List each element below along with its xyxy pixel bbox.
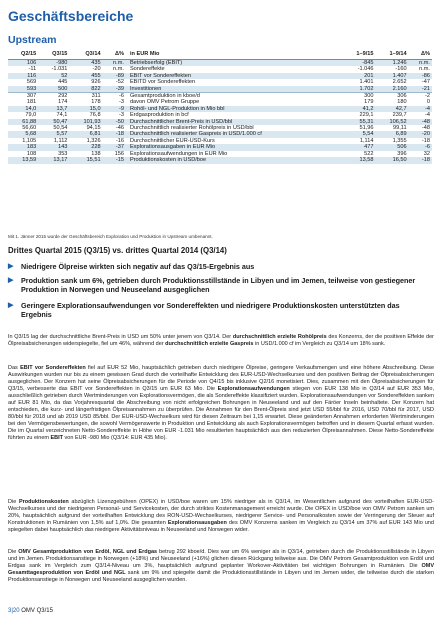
document-name: OMV Q3/15 bbox=[21, 608, 53, 614]
table-cell: 0 bbox=[426, 99, 430, 106]
text-run: stiegen von EUR 138 Mio in Q3/14 auf EUR 353 Mio, ausschließlich getrieben durch Wertminderungen von Explorationsvermögen, die als Sondereffekte klassifiziert wurden. Explorationsaufwendungen vor Sondereffekten sanken auf EUR 81 Mio, da das Vorjahresquartal die Abschreibung von nicht erfolgreichen Bohrungen in Neuseeland und auf den Färöer Inseln beinhaltete. Der Konzern hat entschieden, die kurz- und längerfristigen Ölpreisannahmen zu überprüfen. Die Annahmen für den Brent-Ölpreis sind jetzt USD 55/bbl für 2016, USD 70/bbl für 2017, USD 80/bbl für 2018 und ab 2019 USD 85/bbl. Der EUR-USD-Wechselkurs wird für diesen Zeitraum bei 1,15 erwartet. Diese geänderten Annahmen erforderten Wertminderungen bei den Vermögensbewertungen, die sowohl Vermögenswerte in Produktion und Entwicklung als auch Explorationsvermögen betroffen und in diesem Quartal erfasst wurden. Die im Quartal verzeichneten Netto-Sondereffekte in Höhe von EUR -1.031 Mio resultierten hauptsächlich aus den reduzierten Ölpreisannahmen. Diese Netto-Sondereffekte führten zu einem bbox=[8, 386, 434, 442]
table-cell: 6,89 bbox=[375, 131, 408, 137]
bold-run: Produktionskosten bbox=[18, 499, 69, 505]
page-number: 3|20 bbox=[8, 608, 20, 614]
table-header-row bbox=[8, 50, 432, 60]
table-cell: 1.246 bbox=[375, 60, 408, 67]
table-cell: n.m. bbox=[419, 66, 430, 73]
col-header: Δ% bbox=[103, 50, 126, 60]
table-cell: 180 bbox=[397, 99, 407, 106]
text-run: Brent bbox=[92, 334, 106, 340]
table-cell: 1.401 bbox=[359, 79, 374, 86]
section-title: Upstream bbox=[8, 34, 57, 46]
table-cell: 239,7 bbox=[392, 112, 407, 119]
paragraph-costs bbox=[8, 499, 434, 534]
table-cell: -6 bbox=[103, 93, 126, 100]
bullet-item bbox=[8, 276, 432, 294]
col-header: Δ% bbox=[409, 50, 432, 60]
table-cell: 306 bbox=[375, 93, 408, 100]
table-cell: 179 bbox=[364, 99, 374, 106]
row-label: Durchschnittlich realisierter Gaspreis in USD/1.000 cf bbox=[126, 131, 342, 137]
table-cell: 500 bbox=[38, 86, 69, 93]
table-cell: 5,68 bbox=[8, 131, 38, 137]
page-title: Geschäftsbereiche bbox=[8, 8, 134, 24]
table-cell: 138 bbox=[91, 150, 101, 157]
table-cell: 16,50 bbox=[375, 157, 408, 163]
table-cell: -18 bbox=[103, 131, 126, 137]
table-cell: 13,59 bbox=[8, 157, 38, 163]
table-cell: 228 bbox=[69, 144, 102, 150]
text-run: betrug 292 kboe/d. Dies war um 6% weniger als in Q3/14, getrieben durch die Produktionsstillstände in Libyen und im Jemen. Produktionsanstiege in Norwegen (+18%) und Neuseeland (+16%) glichen diesen Rückgang teilweise aus. Die OMV Petrom Gesamtproduktion von Erdöl und Erdgas sank im Vergleich zum Q3/14-Niveau um 3%, hauptsächlich aufgrund geplanter Workover-Aktivitäten bei wichtigen Bohrungen in Rumänien. Die bbox=[8, 549, 435, 570]
text-run: fiel auf EUR 52 Mio, hauptsächlich getrieben durch niedrigere Ölpreise, geringere Verkaufsmengen und eine höhere Abschreibung. Diese Auswirkungen wurden nur bis zu einem gewissen Grad durch die vorteilhafte Entwicklung des EUR-USD-Wechselkurses und den positiven Beitrag der Ölpreisabsicherungen ausgeglichen. Der Konzern hat seine Ölpreisabsicherungen für die Periode von Q4/15 bis inklusive Q2/16 monetisiert. Dies, zusammen mit den Ölpreisabsicherungen für Q3/15, verbesserte das EBIT vor Sondereffekten in Q3/15 um EUR 63 Mio. Die bbox=[8, 365, 435, 393]
text-run: von EUR -980 Mio (Q3/14: EUR 435 Mio). bbox=[63, 435, 167, 442]
table-cell: 396 bbox=[397, 150, 407, 157]
table-cell: 229,1 bbox=[359, 112, 374, 119]
table-cell: 50,54 bbox=[53, 125, 68, 132]
table-cell: -48 bbox=[421, 125, 430, 132]
table-cell: 106 bbox=[8, 60, 38, 67]
table-cell: 455 bbox=[69, 73, 102, 79]
row-label: Durchschnittlicher Brent-Preis in USD/bbl bbox=[126, 119, 342, 125]
row-label: Rohöl- und NGL-Produktion in Mio bbl bbox=[126, 106, 342, 112]
table-cell: -46 bbox=[115, 125, 124, 132]
text-run: Das bbox=[8, 365, 21, 371]
row-label: davon OMV Petrom Gruppe bbox=[129, 99, 200, 106]
table-cell: 74,1 bbox=[56, 112, 68, 119]
table-cell: 42,7 bbox=[375, 106, 408, 112]
table-cell: 61,88 bbox=[8, 119, 38, 125]
bullet-text: Geringere Explorationsaufwendungen vor Sondereffekten und niedrigere Produktionskosten unterstützten das Ergebnis bbox=[21, 301, 400, 319]
table-cell: 13,17 bbox=[38, 157, 69, 163]
table-cell: 1,105 bbox=[22, 137, 37, 144]
table-cell: -37 bbox=[103, 144, 126, 150]
table-cell: -20 bbox=[92, 66, 101, 73]
table-cell: 569 bbox=[26, 79, 37, 86]
table-cell: -52 bbox=[115, 79, 124, 86]
table-row bbox=[8, 157, 432, 163]
col-header: 1–9/14 bbox=[375, 50, 408, 60]
bold-run: durchschnittlich erzielte Rohölpreis bbox=[232, 334, 327, 340]
table-cell: -47 bbox=[421, 79, 430, 86]
table-cell: 1,112 bbox=[53, 137, 68, 144]
table-cell: 300 bbox=[342, 93, 375, 100]
table-cell: 201 bbox=[342, 73, 375, 79]
table-cell: n.m. bbox=[113, 66, 124, 73]
bullet-text: Produktion sank um 6%, getrieben durch Produktionsstillstände in Libyen und im Jemen, teilweise von gestiegener Produktion in Norwegen und Neuseeland ausgeglichen bbox=[21, 276, 416, 294]
arrow-icon: ▶ bbox=[8, 277, 14, 284]
table-cell: 15,51 bbox=[69, 157, 102, 163]
table-cell: 41,2 bbox=[342, 106, 375, 112]
table-cell: 477 bbox=[342, 144, 375, 150]
row-label: Produktionskosten in USD/boe bbox=[126, 157, 342, 163]
table-cell: 15,0 bbox=[69, 106, 102, 112]
table-cell: -15 bbox=[103, 157, 126, 163]
table-row bbox=[8, 86, 432, 93]
table-cell: -4 bbox=[425, 112, 430, 119]
table-cell: -48 bbox=[409, 119, 432, 125]
table-cell: -3 bbox=[118, 99, 124, 106]
bullet-text: Niedrigere Ölpreise wirkten sich negativ auf das Q3/15-Ergebnis aus bbox=[21, 262, 255, 271]
row-label: Explorationsaufwendungen in EUR Mio bbox=[129, 150, 228, 157]
table-cell: n.m. bbox=[409, 60, 432, 67]
text-run: des Konzerns, der die positiven Effekte der Ölpreisabsicherungen widerspiegelte, fiel um 46%, während der bbox=[8, 334, 434, 348]
table-cell: 1.702 bbox=[342, 86, 375, 93]
text-run: Die bbox=[8, 549, 19, 555]
table-cell: -18 bbox=[409, 157, 432, 163]
table-cell: 106,52 bbox=[375, 119, 408, 125]
bullet-item bbox=[8, 301, 432, 319]
table-cell: 822 bbox=[69, 86, 102, 93]
row-label: Explorationsausgaben in EUR Mio bbox=[126, 144, 342, 150]
page-footer bbox=[8, 608, 53, 614]
table-cell: -2 bbox=[409, 93, 432, 100]
text-run: in USD/1.000 cf im Vergleich zu Q3/14 um 18% sank. bbox=[253, 341, 386, 348]
bold-run: durchschnittlich erzielte Gaspreis bbox=[165, 341, 254, 348]
table-cell: -21 bbox=[409, 86, 432, 93]
table-cell: 108 bbox=[26, 150, 37, 157]
table-cell: 116 bbox=[8, 73, 38, 79]
table-cell: 79,0 bbox=[25, 112, 37, 119]
table-cell: 1.407 bbox=[375, 73, 408, 79]
arrow-icon: ▶ bbox=[8, 302, 14, 309]
table-cell: -160 bbox=[395, 66, 407, 73]
table-cell: 1,355 bbox=[392, 137, 407, 144]
table-cell: -16 bbox=[115, 137, 124, 144]
table-cell: 6,81 bbox=[69, 131, 102, 137]
table-cell: 51,96 bbox=[359, 125, 374, 132]
bold-run: Explorationsaufwendungen bbox=[217, 386, 290, 393]
table-cell: n.m. bbox=[103, 60, 126, 67]
table-cell: 94,15 bbox=[86, 125, 101, 132]
table-cell: 183 bbox=[8, 144, 38, 150]
row-label: EBIT vor Sondereffekten bbox=[126, 73, 342, 79]
table-cell: -980 bbox=[38, 60, 69, 67]
table-cell: 506 bbox=[375, 144, 408, 150]
table-cell: 353 bbox=[58, 150, 68, 157]
text-run: sank um 9% und spiegelte damit die Produktionsstillstände in Libyen und im Jemen wider, die teilweise durch die starken Produktionsanstiege in Norwegen und Neuseeland ausgeglichen wurden. bbox=[8, 570, 434, 584]
col-header: Q3/15 bbox=[38, 50, 69, 60]
table-cell: -4 bbox=[409, 106, 432, 112]
text-run: -Preis in USD um 50% unter jenem von Q3/14. Der bbox=[105, 334, 233, 340]
table-row bbox=[8, 93, 432, 100]
bold-run: EBIT vor Sondereffekten bbox=[20, 365, 86, 371]
table-cell: 14,0 bbox=[8, 106, 38, 112]
arrow-icon: ▶ bbox=[8, 263, 14, 270]
bold-run: OMV Gesamttagesproduktion von Erdöl und NGL bbox=[8, 563, 434, 577]
table-cell: -86 bbox=[409, 73, 432, 79]
table-cell: 52 bbox=[38, 73, 69, 79]
table-cell: -1.046 bbox=[357, 66, 374, 73]
table-cell: -20 bbox=[409, 131, 432, 137]
row-label: Investitionen bbox=[126, 86, 342, 93]
row-label: Betriebserfolg (EBIT) bbox=[126, 60, 342, 67]
bullet-item bbox=[8, 262, 432, 271]
table-cell: 101,93 bbox=[69, 119, 102, 125]
table-cell: 181 bbox=[26, 99, 37, 106]
table-footnote: Mit 1. Jänner 2015 wurde der Geschäftsbereich Exploration und Produktion in Upstream umbenannt. bbox=[8, 234, 213, 239]
text-run: In Q3/15 lag der durchschnittliche bbox=[8, 334, 93, 340]
col-header: Q2/15 bbox=[8, 50, 38, 60]
table-cell: 2.160 bbox=[375, 86, 408, 93]
row-label: Durchschnittlicher EUR-USD-Kurs bbox=[129, 137, 215, 144]
table-cell: 5,54 bbox=[342, 131, 375, 137]
kpi-table bbox=[8, 50, 432, 164]
table-cell: 5,57 bbox=[38, 131, 69, 137]
table-cell: 522 bbox=[364, 150, 374, 157]
table-cell: 13,58 bbox=[342, 157, 375, 163]
row-label: Durchschnittlich realisierter Rohölpreis in USD/bbl bbox=[129, 125, 254, 132]
bold-run: Explorationsausgaben bbox=[167, 520, 227, 527]
text-run: abzüglich Lizenzgebühren (OPEX) in USD/boe waren um 15% niedriger als in Q3/14, im Wesentlichen aufgrund des vorteilhaften EUR-USD-Wechselkurses und der niedrigeren Personal- und Servicekosten, der durch striktes Kostenmanagement erreicht wurde. Die OPEX in USD/boe von OMV Petrom sanken um 20%, hauptsächlich aufgrund der vorteilhaften Entwicklung des RON-USD-Wechselkurses, niedrigerer Service- und Personalkosten sowie der Verringerung der Steuer auf Konstruktionen in Rumänien von 1,5% auf 1,0%. Die gesamten bbox=[8, 499, 434, 527]
table-cell: -6 bbox=[409, 144, 432, 150]
table-cell: -3 bbox=[118, 112, 124, 119]
table-cell: 178 bbox=[91, 99, 101, 106]
table-cell: 292 bbox=[38, 93, 69, 100]
table-cell: 445 bbox=[58, 79, 68, 86]
table-cell: 174 bbox=[58, 99, 68, 106]
row-label: Sondereffekte bbox=[129, 66, 165, 73]
table-cell: 99,11 bbox=[393, 125, 407, 132]
table-cell: 2.652 bbox=[392, 79, 407, 86]
table-cell: 32 bbox=[423, 150, 430, 157]
table-cell: 593 bbox=[8, 86, 38, 93]
table-cell: -1.031 bbox=[51, 66, 68, 73]
bold-run: OMV Gesamtproduktion von Erdöl, NGL und Erdgas bbox=[18, 549, 158, 555]
col-header: 1–9/15 bbox=[342, 50, 375, 60]
table-cell: 56,60 bbox=[22, 125, 37, 132]
table-cell: 76,8 bbox=[89, 112, 101, 119]
table-cell: 1,326 bbox=[86, 137, 101, 144]
text-run: Die bbox=[8, 499, 19, 505]
table-cell: -50 bbox=[103, 119, 126, 125]
col-header: Q3/14 bbox=[69, 50, 102, 60]
table-cell: -845 bbox=[342, 60, 375, 67]
row-label: EBITD vor Sondereffekten bbox=[129, 79, 196, 86]
table-cell: 156 bbox=[114, 150, 124, 157]
table-cell: -39 bbox=[103, 86, 126, 93]
table-cell: 307 bbox=[8, 93, 38, 100]
table-cell: 311 bbox=[69, 93, 102, 100]
row-label: Gesamtproduktion in kboe/d bbox=[126, 93, 342, 100]
table-cell: 926 bbox=[91, 79, 101, 86]
table-row bbox=[8, 60, 432, 67]
table-cell: -9 bbox=[103, 106, 126, 112]
paragraph-ebit bbox=[8, 365, 434, 443]
text-run: des OMV Konzerns sanken im Vergleich zu Q3/14 um 37% auf EUR 143 Mio und spiegelten dabei hauptsächlich das niedrigere Aktivitätsniveau in Neuseeland und Norwegen wider. bbox=[8, 520, 434, 534]
col-header: in EUR Mio bbox=[126, 50, 342, 60]
table-cell: 435 bbox=[69, 60, 102, 67]
table-cell: 55,31 bbox=[342, 119, 375, 125]
table-cell: -89 bbox=[103, 73, 126, 79]
bold-run: EBIT bbox=[50, 435, 64, 442]
paragraph-production bbox=[8, 549, 434, 584]
table-cell: 1,114 bbox=[359, 137, 374, 144]
table-cell: 50,47 bbox=[38, 119, 69, 125]
table-cell: -18 bbox=[421, 137, 430, 144]
table-cell: 13,7 bbox=[38, 106, 69, 112]
subheading: Drittes Quartal 2015 (Q3/15) vs. drittes Quartal 2014 (Q3/14) bbox=[8, 246, 227, 255]
paragraph-prices bbox=[8, 334, 434, 348]
row-label: Erdgasproduktion in bcf bbox=[129, 112, 189, 119]
table-cell: -11 bbox=[28, 66, 37, 73]
table-cell: 143 bbox=[38, 144, 69, 150]
